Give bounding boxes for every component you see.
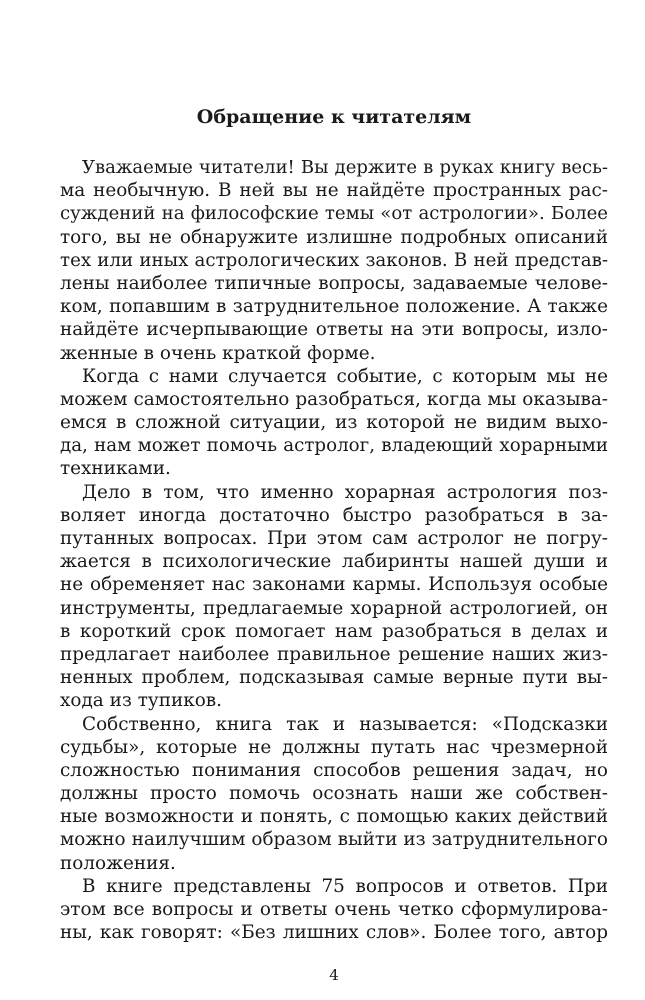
- text-line: воляет иногда достаточно быстро разобраться в за-: [60, 504, 608, 526]
- paragraph: [60, 713, 608, 875]
- page-title: Обращение к читателям: [196, 106, 472, 128]
- text-line: должны просто помочь осознать наши же собствен-: [60, 783, 608, 805]
- paragraph: [60, 365, 608, 481]
- text-line: жается в психологические лабиринты нашей души и: [60, 551, 608, 573]
- text-line: судьбы», которые не должны путать нас чрезмерной: [60, 736, 608, 758]
- paragraph: [60, 156, 608, 365]
- text-line: лены наиболее типичные вопросы, задаваемые челове-: [60, 272, 608, 294]
- text-line: Собственно, книга так и называется: «Подсказки: [82, 713, 608, 735]
- text-line: этом все вопросы и ответы очень четко сформулирова-: [60, 899, 608, 920]
- text-line: В книге представлены 75 вопросов и ответов. При: [82, 875, 608, 897]
- text-line: суждений на философские темы «от астрологии». Более: [60, 203, 608, 225]
- text-line: хода из тупиков.: [60, 690, 222, 712]
- paragraph: [60, 875, 608, 945]
- text-line: ны, как говорят: «Без лишних слов». Более того, автор: [60, 922, 608, 944]
- text-line: да, нам может помочь астролог, владеющий хорарными: [60, 435, 608, 457]
- text-line: ненных проблем, подсказывая самые верные пути вы-: [60, 667, 608, 689]
- text-line: ма необычную. В ней вы не найдёте пространных рас-: [60, 180, 608, 202]
- text-line: емся в сложной ситуации, из которой не видим выхо-: [60, 412, 608, 434]
- page-number: 4: [329, 966, 339, 984]
- text-line: положения.: [60, 852, 176, 874]
- text-line: найдёте исчерпывающие ответы на эти вопросы, изло-: [60, 319, 608, 341]
- text-line: путанных вопросах. При этом сам астролог не погру-: [60, 528, 608, 549]
- text-line: предлагает наиболее правильное решение наших жиз-: [60, 643, 608, 665]
- text-line: Дело в том, что именно хорарная астрология поз-: [82, 481, 608, 503]
- body-text: [60, 156, 608, 944]
- text-line: сложностью понимания способов решения задач, но: [60, 759, 608, 781]
- text-line: ные возможности и понять, с помощью каких действий: [60, 806, 608, 828]
- text-line: не обременяет нас законами кармы. Используя особые: [60, 574, 608, 596]
- paragraph: [60, 481, 608, 713]
- text-line: можно наилучшим образом выйти из затруднительного: [60, 829, 608, 851]
- text-line: можем самостоятельно разобраться, когда мы оказыва-: [60, 388, 608, 410]
- text-line: тех или иных астрологических законов. В ней представ-: [60, 249, 608, 271]
- text-line: инструменты, предлагаемые хорарной астрологией, он: [60, 597, 608, 619]
- text-line: Когда с нами случается событие, с которым мы не: [82, 365, 608, 387]
- text-line: женные в очень краткой форме.: [60, 342, 376, 364]
- text-line: того, вы не обнаружите излишне подробных описаний: [60, 226, 608, 248]
- text-line: Уважаемые читатели! Вы держите в руках книгу весь-: [82, 157, 608, 178]
- book-page: [60, 0, 608, 1000]
- text-line: в короткий срок помогает нам разобраться в делах и: [60, 620, 608, 642]
- text-line: ком, попавшим в затруднительное положение. А также: [60, 296, 608, 318]
- text-line: техниками.: [60, 458, 171, 480]
